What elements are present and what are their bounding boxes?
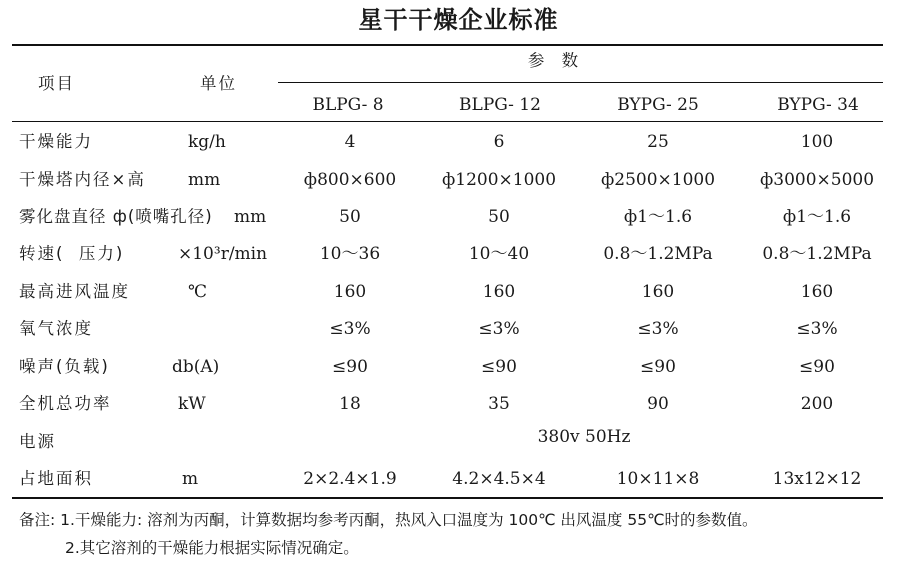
- row-value: 50: [488, 207, 510, 227]
- row-value: 160: [333, 282, 367, 302]
- row-value: ф800×600: [303, 170, 397, 190]
- row-value: ≤3%: [478, 319, 520, 339]
- header-item: 项目: [38, 74, 75, 93]
- row-unit: kg/h: [188, 132, 226, 152]
- row-item: 氧气浓度: [19, 319, 93, 338]
- row-merged-value: 380v 50Hz: [537, 427, 631, 447]
- row-unit: mm: [188, 170, 221, 190]
- row-value: 10～36: [319, 244, 381, 264]
- row-unit: ℃: [188, 282, 208, 302]
- row-value: 18: [339, 394, 361, 414]
- note-line: 2.其它溶剂的干燥能力根据实际情况确定。: [65, 539, 359, 557]
- row-value: 35: [488, 394, 510, 414]
- row-value: 4.2×4.5×4: [452, 469, 546, 489]
- row-item: 雾化盘直径 ф(喷嘴孔径): [19, 207, 213, 226]
- row-item: 电源: [19, 432, 56, 451]
- header-model: BYPG- 34: [777, 95, 859, 115]
- row-unit: mm: [234, 207, 267, 227]
- row-unit: db(A): [172, 357, 220, 377]
- row-value: ≤90: [799, 357, 835, 377]
- row-value: ф3000×5000: [759, 170, 875, 190]
- row-item: 全机总功率: [19, 394, 112, 413]
- header-model: BLPG- 12: [459, 95, 541, 115]
- table-top-border: [12, 44, 883, 46]
- row-value: 90: [647, 394, 669, 414]
- row-value: ≤3%: [329, 319, 371, 339]
- row-value: 25: [647, 132, 669, 152]
- row-value: 160: [482, 282, 516, 302]
- header-params: 参 数: [527, 51, 585, 70]
- row-value: 160: [800, 282, 834, 302]
- row-unit: ×10³r/min: [178, 244, 268, 264]
- row-value: 13x12×12: [772, 469, 862, 489]
- row-value: 50: [339, 207, 361, 227]
- note-line: 备注: 1.干燥能力: 溶剂为丙酮，计算数据均参考丙酮，热风入口温度为 100℃ 出风温度 55℃时的参数值。: [19, 511, 758, 529]
- row-value: ф1200×1000: [441, 170, 557, 190]
- row-value: 200: [800, 394, 834, 414]
- header-model: BYPG- 25: [617, 95, 699, 115]
- row-item: 占地面积: [19, 469, 93, 488]
- header-bottom-border: [12, 121, 883, 122]
- params-divider: [278, 82, 883, 83]
- row-item: 干燥塔内径×高: [19, 170, 146, 189]
- row-value: 4: [344, 132, 356, 152]
- row-unit: kW: [178, 394, 206, 414]
- row-item: 最高进风温度: [19, 282, 130, 301]
- row-value: ≤3%: [637, 319, 679, 339]
- row-value: 0.8～1.2MPa: [762, 244, 872, 264]
- header-unit: 单位: [200, 74, 237, 93]
- row-value: ≤3%: [796, 319, 838, 339]
- row-value: ф1～1.6: [623, 207, 693, 227]
- row-value: ≤90: [332, 357, 368, 377]
- row-value: ф1～1.6: [782, 207, 852, 227]
- row-value: ≤90: [640, 357, 676, 377]
- row-value: ф2500×1000: [600, 170, 716, 190]
- row-unit: m: [182, 469, 199, 489]
- row-value: ≤90: [481, 357, 517, 377]
- header-model: BLPG- 8: [312, 95, 384, 115]
- row-item: 噪声(负载): [19, 357, 110, 376]
- row-item: 转速( 压力): [19, 244, 125, 263]
- row-value: 100: [800, 132, 834, 152]
- row-value: 160: [641, 282, 675, 302]
- table-bottom-border: [12, 497, 883, 499]
- row-value: 10～40: [468, 244, 530, 264]
- page-title: 星干干燥企业标准: [358, 6, 559, 34]
- row-value: 10×11×8: [616, 469, 700, 489]
- row-value: 6: [493, 132, 505, 152]
- row-value: 2×2.4×1.9: [303, 469, 397, 489]
- row-value: 0.8～1.2MPa: [603, 244, 713, 264]
- row-item: 干燥能力: [19, 132, 93, 151]
